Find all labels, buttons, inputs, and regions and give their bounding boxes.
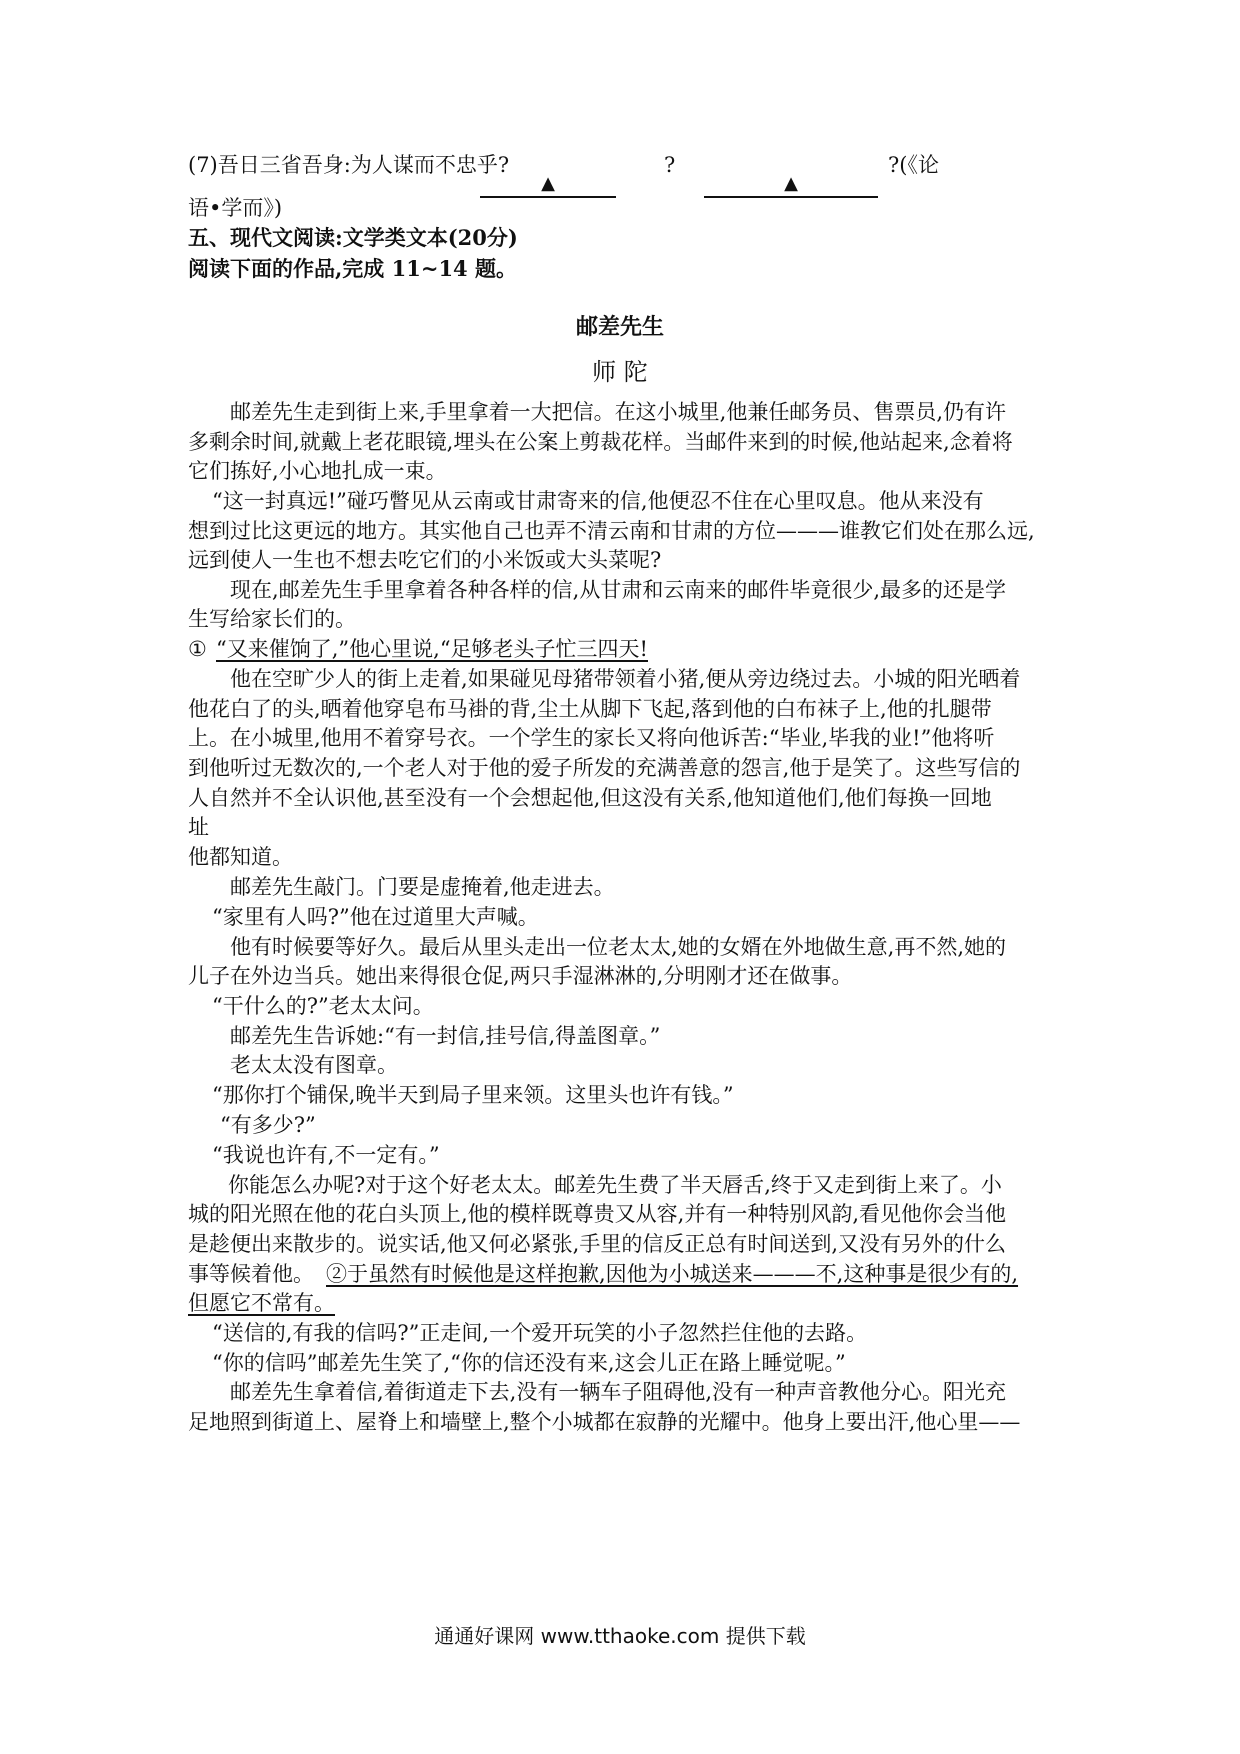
- body-line: 到他听过无数次的,一个老人对于他的爱子所发的充满善意的怨言,他于是笑了。这些写信的: [188, 756, 1021, 780]
- body-line: “我说也许有,不一定有。”: [212, 1143, 440, 1167]
- body-line: 事等候着他。: [188, 1262, 314, 1286]
- body-line: “有多少?”: [220, 1113, 316, 1137]
- body-line: 它们拣好,小心地扎成一束。: [188, 459, 447, 483]
- body-line: “送信的,有我的信吗?”正走间,一个爱开玩笑的小子忽然拦住他的去路。: [212, 1321, 868, 1345]
- body-line: 邮差先生拿着信,着街道走下去,没有一辆车子阻碍他,没有一种声音教他分心。阳光充: [230, 1380, 1007, 1404]
- article-author: 师 陀: [592, 358, 648, 386]
- body-line: 想到过比这更远的地方。其实他自己也弄不清云南和甘肃的方位———谁教它们处在那么远,: [188, 519, 1035, 543]
- answer-blank-2: ▲: [704, 172, 878, 198]
- marker-1: ①: [188, 637, 207, 661]
- body-line: 邮差先生走到街上来,手里拿着一大把信。在这小城里,他兼任邮务员、售票员,仍有许: [230, 400, 1007, 424]
- body-line: “干什么的?”老太太问。: [212, 994, 434, 1018]
- body-line: 邮差先生告诉她:“有一封信,挂号信,得盖图章。”: [230, 1024, 661, 1048]
- underlined-sentence-2-cont: 但愿它不常有。: [188, 1291, 335, 1315]
- body-line: 老太太没有图章。: [230, 1053, 398, 1077]
- body-line: “这一封真远!”碰巧瞥见从云南或甘肃寄来的信,他便忍不住在心里叹息。他从来没有: [212, 489, 984, 513]
- body-line: 多剩余时间,就戴上老花眼镜,埋头在公案上剪裁花样。当邮件来到的时候,他站起来,念着将: [188, 430, 1013, 454]
- underlined-sentence-1: “又来催饷了,”他心里说,“足够老头子忙三四天!: [216, 637, 648, 661]
- body-line: 生写给家长们的。: [188, 607, 356, 631]
- answer-blank-1: ▲: [480, 172, 616, 198]
- body-line: 他都知道。: [188, 845, 293, 869]
- body-line: 现在,邮差先生手里拿着各种各样的信,从甘肃和云南来的邮件毕竟很少,最多的还是学: [230, 578, 1007, 602]
- body-line: 址: [188, 815, 209, 839]
- body-line: 他有时候要等好久。最后从里头走出一位老太太,她的女婿在外地做生意,再不然,她的: [230, 935, 1007, 959]
- body-line: “那你打个铺保,晚半天到局子里来领。这里头也许有钱。”: [212, 1083, 734, 1107]
- section-instruction: 阅读下面的作品,完成 11~14 题。: [188, 256, 517, 281]
- body-line: 远到使人一生也不想去吃它们的小米饭或大头菜呢?: [188, 548, 662, 572]
- question-7-text: (7)吾日三省吾身:为人谋而不忠乎?: [188, 153, 510, 177]
- body-line: “你的信吗”邮差先生笑了,“你的信还没有来,这会儿正在路上睡觉呢。”: [212, 1351, 846, 1375]
- body-line: “家里有人吗?”他在过道里大声喊。: [212, 905, 539, 929]
- body-line: 他在空旷少人的街上走着,如果碰见母猪带领着小猪,便从旁边绕过去。小城的阳光晒着: [230, 667, 1021, 691]
- body-line: 上。在小城里,他用不着穿号衣。一个学生的家长又将向他诉苦:“毕业,毕我的业!”他将听: [188, 726, 995, 750]
- article-title: 邮差先生: [575, 314, 664, 340]
- body-line: 儿子在外边当兵。她出来得很仓促,两只手湿淋淋的,分明刚才还在做事。: [188, 964, 853, 988]
- footer-source: 通通好课网 www.tthaoke.com 提供下载: [434, 1624, 806, 1648]
- section-heading: 五、现代文阅读:文学类文本(20分): [188, 225, 518, 250]
- body-line: 你能怎么办呢?对于这个好老太太。邮差先生费了半天唇舌,终于又走到街上来了。小: [228, 1173, 1002, 1197]
- body-line: 足地照到街道上、屋脊上和墙壁上,整个小城都在寂静的光耀中。他身上要出汗,他心里——: [188, 1410, 1021, 1434]
- body-line: 城的阳光照在他的花白头顶上,他的模样既尊贵又从容,并有一种特别风韵,看见他你会当他: [188, 1202, 1007, 1226]
- question-mark: ?: [664, 153, 676, 177]
- underlined-sentence-2: ②于虽然有时候他是这样抱歉,因他为小城送来———不,这种事是很少有的,: [326, 1262, 1019, 1286]
- body-line: 人自然并不全认识他,甚至没有一个会想起他,但这没有关系,他知道他们,他们每换一回地: [188, 786, 992, 810]
- question-7-source: ?(《论: [888, 153, 939, 177]
- question-7-source-cont: 语•学而》): [188, 196, 283, 220]
- body-line: 他花白了的头,晒着他穿皂布马褂的背,尘土从脚下飞起,落到他的白布袜子上,他的扎腿带: [188, 697, 992, 721]
- body-line: 是趁便出来散步的。说实话,他又何必紧张,手里的信反正总有时间送到,又没有另外的什么: [188, 1232, 1007, 1256]
- body-line: 邮差先生敲门。门要是虚掩着,他走进去。: [230, 875, 615, 899]
